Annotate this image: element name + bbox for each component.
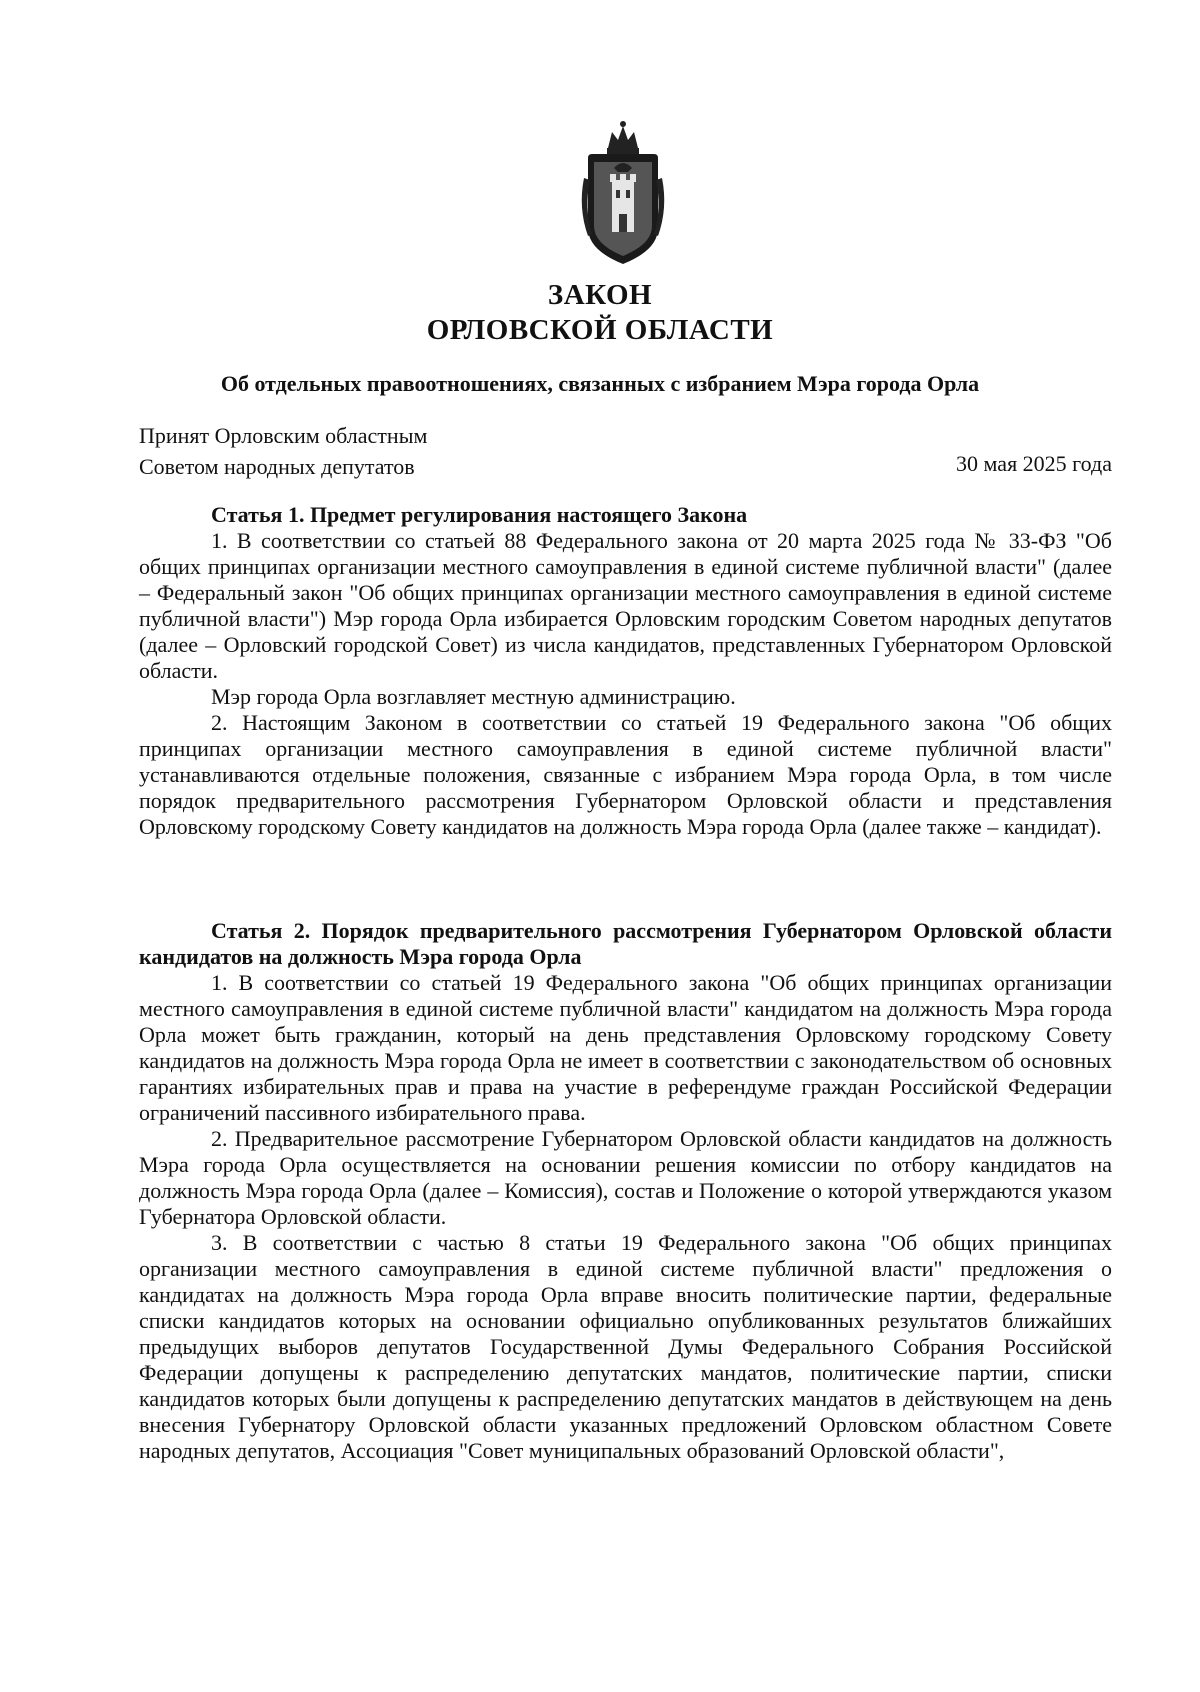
article-1-heading: Статья 1. Предмет регулирования настоящего Закона	[211, 502, 748, 527]
article-2-paragraph: 1. В соответствии со статьей 19 Федерального закона "Об общих принципах организации местного самоуправления в единой системе публичной власти" кандидатом на должность Мэра города Орла может быть гражданин, который на день представления Орловскому городскому Совету кандидатов на должность Мэра города Орла не имеет в соответствии с законодательством об основных гарантиях избирательных прав и права на участие в референдуме граждан Российской Федерации ограничений пассивного избирательного права.	[139, 970, 1112, 1125]
article-1-paragraph: 2. Настоящим Законом в соответствии со статьей 19 Федерального закона "Об общих принципах организации местного самоуправления в единой системе публичной власти" устанавливаются отдельные положения, связанные с избранием Мэра города Орла, в том числе порядок предварительного рассмотрения Губернатором Орловской области и представления Орловскому городскому Совету кандидатов на должность Мэра города Орла (далее также – кандидат).	[139, 710, 1112, 839]
article-2-paragraph: 2. Предварительное рассмотрение Губернатором Орловской области кандидатов на должность Мэра города Орла осуществляется на основании решения комиссии по отбору кандидатов на должность Мэра города Орла (далее – Комиссия), состав и Положение о которой утверждаются указом Губернатора Орловской области.	[139, 1126, 1112, 1229]
law-subtitle: Об отдельных правоотношениях, связанных с избранием Мэра города Орла	[220, 371, 980, 396]
article-1-paragraph: 1. В соответствии со статьей 88 Федерального закона от 20 марта 2025 года № 33-ФЗ "Об общих принципах организации местного самоуправления в единой системе публичной власти" (далее – Федеральный закон "Об общих принципах организации местного самоуправления в единой системе публичной власти") Мэр города Орла избирается Орловским городским Советом народных депутатов (далее – Орловский городской Совет) из числа кандидатов, представленных Губернатором Орловской области.	[139, 528, 1112, 683]
article-2-heading: Статья 2. Порядок предварительного рассмотрения Губернатором Орловской области кандидатов на должность Мэра города Орла	[139, 918, 1112, 969]
adoption-line-2: Советом народных депутатов	[139, 454, 415, 479]
adoption-date: 30 мая 2025 года	[956, 451, 1112, 476]
law-title: ЗАКОН	[547, 279, 653, 311]
adoption-block	[139, 420, 427, 482]
coat-of-arms-emblem	[574, 118, 672, 270]
article-2-paragraph: 3. В соответствии с частью 8 статьи 19 Федерального закона "Об общих принципах организации местного самоуправления в единой системе публичной власти" предложения о кандидатах на должность Мэра города Орла вправе вносить политические партии, федеральные списки кандидатов которых на основании официально опубликованных результатов ближайших предыдущих выборов депутатов Государственной Думы Федерального Собрания Российской Федерации допущены к распределению депутатских мандатов, политические партии, списки кандидатов которых были допущены к распределению депутатских мандатов в действующем на день внесения Губернатору Орловской области указанных предложений Орловском областном Совете народных депутатов, Ассоциация "Совет муниципальных образований Орловской области",	[139, 1230, 1112, 1463]
article-1-paragraph: Мэр города Орла возглавляет местную администрацию.	[211, 684, 736, 709]
adoption-line-1: Принят Орловским областным	[139, 423, 428, 448]
article-1	[139, 502, 1112, 840]
article-2	[139, 918, 1112, 1464]
region-title: ОРЛОВСКОЙ ОБЛАСТИ	[426, 314, 774, 346]
